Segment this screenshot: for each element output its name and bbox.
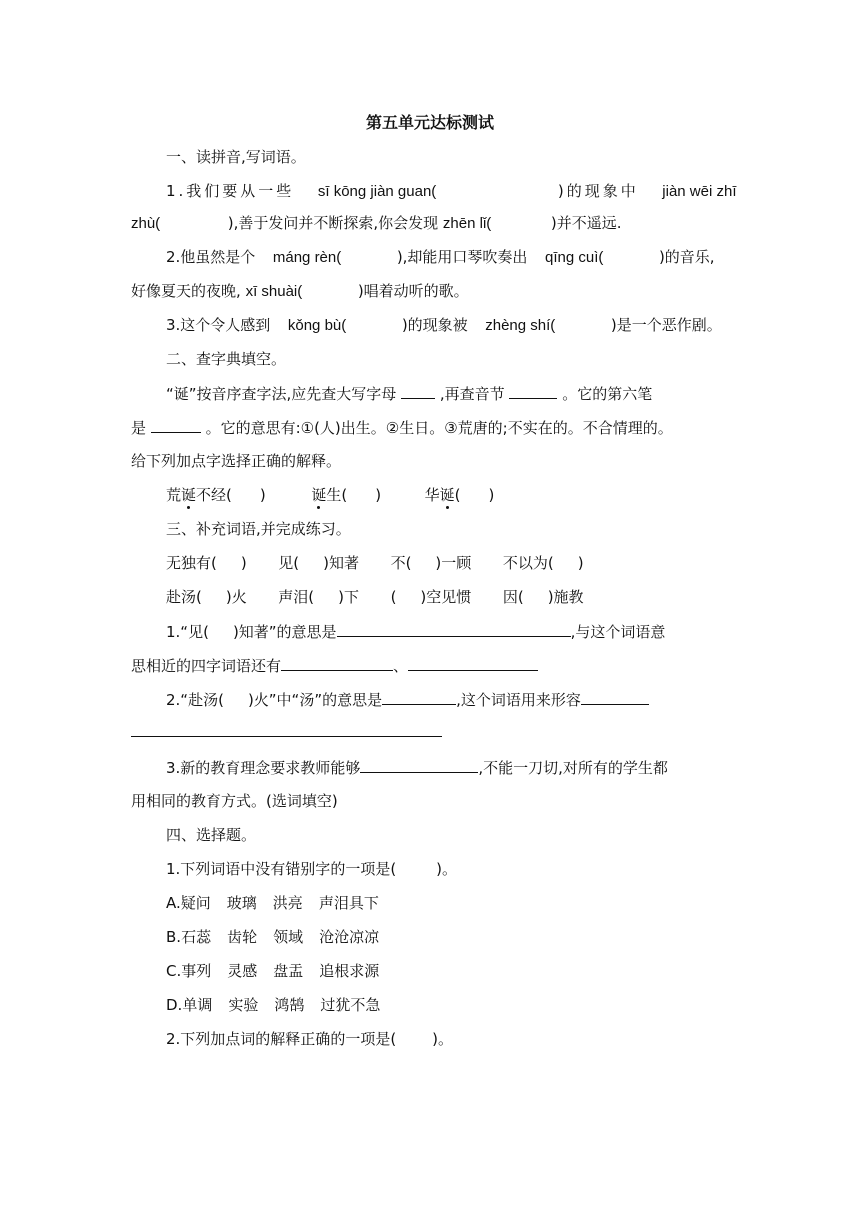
s4-option-a-word-3: 洪亮 [272, 894, 303, 912]
s1-question-3 [166, 314, 722, 337]
s4-question-1 [166, 858, 457, 880]
s3-r2-idiom-3-b: )空见惯 [420, 588, 472, 606]
s4-option-b-word-2: 齿轮 [227, 928, 258, 946]
s2-text-a: “诞”按音序查字法,应先查大写字母 [166, 385, 397, 403]
s2-w1-pre: 荒 [166, 486, 182, 504]
s2-w2-dotted: 诞 [311, 486, 327, 504]
s4-option-c-word-1: 事列 [181, 962, 212, 980]
s3-question-3-line-2: 用相同的教育方式。(选词填空) [131, 792, 338, 810]
s3-r2-idiom-2-a: 声泪( [278, 588, 315, 606]
section-4-heading: 四、选择题。 [166, 826, 257, 844]
s3-q2-text-b: )火”中“汤”的意思是 [247, 691, 383, 709]
s3-r1-idiom-3-b: )一顾 [435, 554, 472, 572]
s1-question-1-line-2 [131, 212, 621, 235]
s3-r1-idiom-4-b: ) [577, 554, 584, 572]
s2-word-1 [166, 486, 266, 504]
s4-option-a-word-2: 玻璃 [226, 894, 257, 912]
s4-option-c-word-3: 盘盂 [273, 962, 304, 980]
s1-question-1-line-1 [166, 180, 736, 203]
s3-r1-idiom-1-a: 无独有( [166, 554, 217, 572]
s3-q1-text-c: ,与这个词语意 [570, 623, 666, 641]
s3-question-1-line-2 [131, 654, 538, 677]
s3-r2-idiom-1-a: 赴汤( [166, 588, 202, 606]
s4-option-d-word-4: 过犹不急 [320, 996, 381, 1014]
s4-option-a-label: A. [166, 894, 181, 912]
s2-w3-close: ) [488, 486, 495, 504]
s4-option-d-word-1: 单调 [182, 996, 213, 1014]
s4-option-c-word-4: 追根求源 [319, 962, 380, 980]
section-3-heading: 三、补充词语,并完成练习。 [166, 520, 351, 538]
s1-q2-text-a: 2.他虽然是个 [166, 248, 256, 266]
s1-q2-text-c: )的音乐, [658, 248, 715, 266]
s1-q1-text-b: )的现象中 [557, 182, 639, 200]
s1-q3-pinyin-2: zhèng shí( [485, 317, 556, 334]
s4-option-c-word-2: 灵感 [227, 962, 258, 980]
s3-q1-blank-meaning[interactable] [337, 620, 571, 637]
s1-question-2-line-2 [131, 280, 469, 303]
s2-w2-close: ) [375, 486, 382, 504]
s4-option-c[interactable] [166, 960, 395, 982]
s3-r1-idiom-1-b: ) [240, 554, 247, 572]
s3-idiom-row-2 [166, 586, 584, 608]
s2-line-2 [131, 416, 673, 439]
s4-option-b-word-3: 领域 [273, 928, 304, 946]
s4-q2-text: 2.下列加点词的解释正确的一项是( [166, 1030, 397, 1048]
s2-blank-syllable[interactable] [509, 382, 557, 399]
s4-q1-end: )。 [436, 860, 458, 878]
s1-q1-text-c: ),善于发问并不断探索,你会发现 [227, 214, 439, 232]
s4-question-2 [166, 1028, 453, 1050]
s3-q1-text-a: 1.“见( [166, 623, 209, 641]
s3-question-3-line-1 [166, 756, 668, 779]
s3-q3-text-b: ,不能一刀切,对所有的学生都 [478, 759, 668, 777]
s2-w3-dotted: 诞 [439, 486, 455, 504]
s4-q2-end: )。 [432, 1030, 454, 1048]
s3-r1-idiom-2-b: )知著 [323, 554, 359, 572]
s3-q1-text-d: 思相近的四字词语还有 [131, 657, 282, 675]
s3-q2-blank-describe-2[interactable] [131, 736, 442, 737]
s4-option-a[interactable] [166, 892, 395, 914]
s1-q3-pinyin-1: kǒng bù( [287, 317, 347, 334]
s4-option-d-word-2: 实验 [228, 996, 259, 1014]
s4-q1-text: 1.下列词语中没有错别字的一项是( [166, 860, 397, 878]
s1-q1-pinyin-3: zhēn lǐ( [442, 215, 492, 232]
s1-q1-text-d: )并不遥远. [550, 214, 622, 232]
s3-r2-idiom-2-b: )下 [338, 588, 359, 606]
section-2-heading: 二、查字典填空。 [166, 350, 287, 368]
s4-option-b-word-4: 沧沧凉凉 [319, 928, 380, 946]
s3-q2-text-c: ,这个词语用来形容 [456, 691, 581, 709]
s2-text-c: 。它的第六笔 [562, 385, 653, 403]
s3-r1-idiom-2-a: 见( [278, 554, 300, 572]
s3-q2-text-a: 2.“赴汤( [166, 691, 224, 709]
section-1-heading: 一、读拼音,写词语。 [166, 148, 306, 166]
s1-q2-text-b: ),却能用口琴吹奏出 [396, 248, 528, 266]
s2-text-b: ,再查音节 [439, 385, 505, 403]
s1-q3-text-a: 3.这个令人感到 [166, 316, 271, 334]
s2-w1-post: 不经( [196, 486, 232, 504]
s2-blank-stroke[interactable] [151, 416, 201, 433]
s3-q1-blank-synonym-1[interactable] [281, 654, 393, 671]
s1-q3-text-c: )是一个恶作剧。 [610, 316, 722, 334]
s1-question-2-line-1 [166, 246, 715, 269]
s1-q1-text-a: 1.我们要从一些 [166, 182, 295, 200]
s2-word-3 [425, 486, 495, 504]
s4-option-a-word-4: 声泪具下 [318, 894, 379, 912]
s3-q3-text-a: 3.新的教育理念要求教师能够 [166, 759, 361, 777]
s3-q1-text-e: 、 [393, 657, 409, 675]
s2-word-2 [311, 486, 381, 504]
s2-w3-post: ( [454, 486, 461, 504]
s3-q2-blank-describe-1[interactable] [581, 688, 649, 705]
s2-line-3: 给下列加点字选择正确的解释。 [131, 452, 342, 470]
s3-question-2-line-1 [166, 688, 649, 711]
s1-q2-text-e: )唱着动听的歌。 [357, 282, 469, 300]
s3-r2-idiom-3-a: ( [390, 588, 397, 606]
s3-q3-blank[interactable] [360, 756, 478, 773]
s3-idiom-row-1 [166, 552, 584, 574]
s2-w1-dotted: 诞 [181, 486, 197, 504]
s3-q2-blank-meaning[interactable] [382, 688, 456, 705]
s2-w1-close: ) [259, 486, 266, 504]
s4-option-b[interactable] [166, 926, 395, 948]
s3-question-1-line-1 [166, 620, 665, 643]
s4-option-a-word-1: 疑问 [180, 894, 211, 912]
s2-text-d: 是 [131, 419, 147, 437]
s4-option-b-label: B. [166, 928, 182, 946]
s2-w3-pre: 华 [424, 486, 440, 504]
s4-option-d-word-3: 鸿鹄 [274, 996, 305, 1014]
s1-q2-pinyin-2: qīng cuì( [545, 249, 604, 266]
s2-text-e: 。它的意思有:①(人)出生。②生日。③荒唐的;不实在的。不合情理的。 [205, 419, 673, 437]
s1-q1-pinyin-2: jiàn wēi zhī [662, 183, 737, 200]
s1-q2-pinyin-1: máng rèn( [272, 249, 342, 266]
s2-blank-letter[interactable] [401, 382, 435, 399]
s1-q3-text-b: )的现象被 [401, 316, 468, 334]
s4-option-d-label: D. [166, 996, 183, 1014]
page-title: 第五单元达标测试 [365, 113, 494, 132]
s3-q1-text-b: )知著”的意思是 [232, 623, 337, 641]
s3-r1-idiom-3-a: 不( [390, 554, 412, 572]
s4-option-d[interactable] [166, 994, 396, 1016]
s1-q1-pinyin-1: sī kōng jiàn guan( [317, 183, 437, 200]
s4-option-b-word-1: 石蕊 [181, 928, 212, 946]
s2-w2-post: 生( [326, 486, 348, 504]
s3-q1-blank-synonym-2[interactable] [408, 654, 538, 671]
s3-r1-idiom-4-a: 不以为( [502, 554, 554, 572]
s1-q2-pinyin-3: xī shuài( [245, 283, 303, 300]
s3-r2-idiom-4-b: )施教 [547, 588, 584, 606]
s1-q1-pinyin-2b: zhù( [131, 215, 161, 232]
s2-line-1 [166, 382, 652, 405]
s4-option-c-label: C. [166, 962, 182, 980]
s3-r2-idiom-4-a: 因( [502, 588, 524, 606]
s1-q2-text-d: 好像夏天的夜晚, [131, 282, 241, 300]
s3-r2-idiom-1-b: )火 [225, 588, 247, 606]
s2-words-row [166, 484, 494, 506]
